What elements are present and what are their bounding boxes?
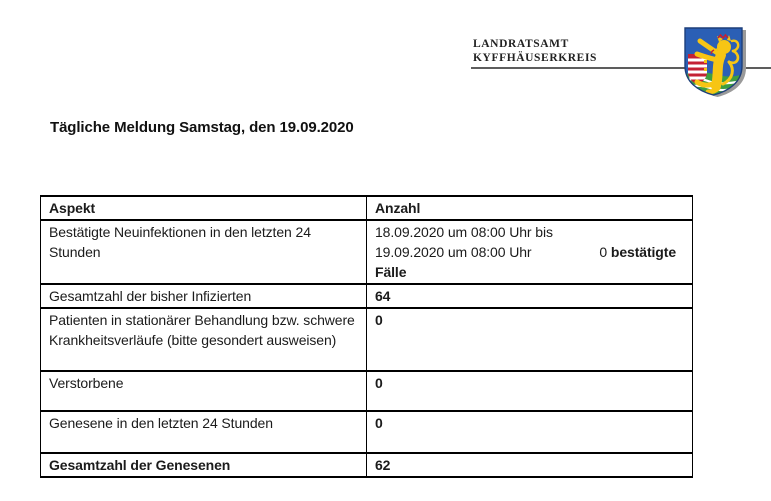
table-row-gesamt-infizierte (41, 284, 693, 308)
cell-aspekt: Gesamtzahl der Genesenen (41, 453, 367, 477)
cell-aspekt: Bestätigte Neuinfektionen in den letzten 24 Stunden (41, 220, 367, 284)
period-line1: 18.09.2020 um 08:00 Uhr bis (375, 224, 553, 240)
table-row-gesamt-genesene (41, 453, 693, 477)
cell-aspekt: Gesamtzahl der bisher Infizierten (41, 284, 367, 308)
value-group (599, 242, 684, 262)
period-line2 (375, 242, 684, 262)
letterhead-org-name (473, 37, 597, 65)
cell-anzahl: 0 (367, 308, 693, 371)
table-row-neuinfektionen (41, 220, 693, 284)
org-name-line1: LANDRATSAMT (473, 38, 569, 50)
column-header-anzahl: Anzahl (367, 196, 693, 220)
value-number: 0 (599, 244, 608, 260)
cell-anzahl: 0 (367, 371, 693, 411)
table-row-stationaer (41, 308, 693, 371)
cell-aspekt: Genesene in den letzten 24 Stunden (41, 411, 367, 453)
cell-anzahl: 62 (367, 453, 693, 477)
cell-anzahl (367, 220, 693, 284)
org-name-line2: KYFFHÄUSERKREIS (473, 52, 598, 64)
period-end: 19.09.2020 um 08:00 Uhr (375, 244, 532, 260)
cell-aspekt: Verstorbene (41, 371, 367, 411)
cell-aspekt: Patienten in stationärer Behandlung bzw. schwere Krankheitsverläufe (bitte gesondert ausweisen) (41, 308, 367, 371)
table-row-verstorbene (41, 371, 693, 411)
coat-of-arms-icon (683, 26, 748, 98)
column-header-aspekt: Aspekt (41, 196, 367, 220)
value-label: bestätigte (610, 244, 676, 260)
daily-report-table (40, 195, 693, 478)
cell-anzahl: 64 (367, 284, 693, 308)
page-title: Tägliche Meldung Samstag, den 19.09.2020 (50, 119, 354, 136)
table-header-row (41, 196, 693, 220)
value-label-line2: Fälle (375, 264, 407, 280)
table-row-genesene-24h (41, 411, 693, 453)
cell-anzahl: 0 (367, 411, 693, 453)
